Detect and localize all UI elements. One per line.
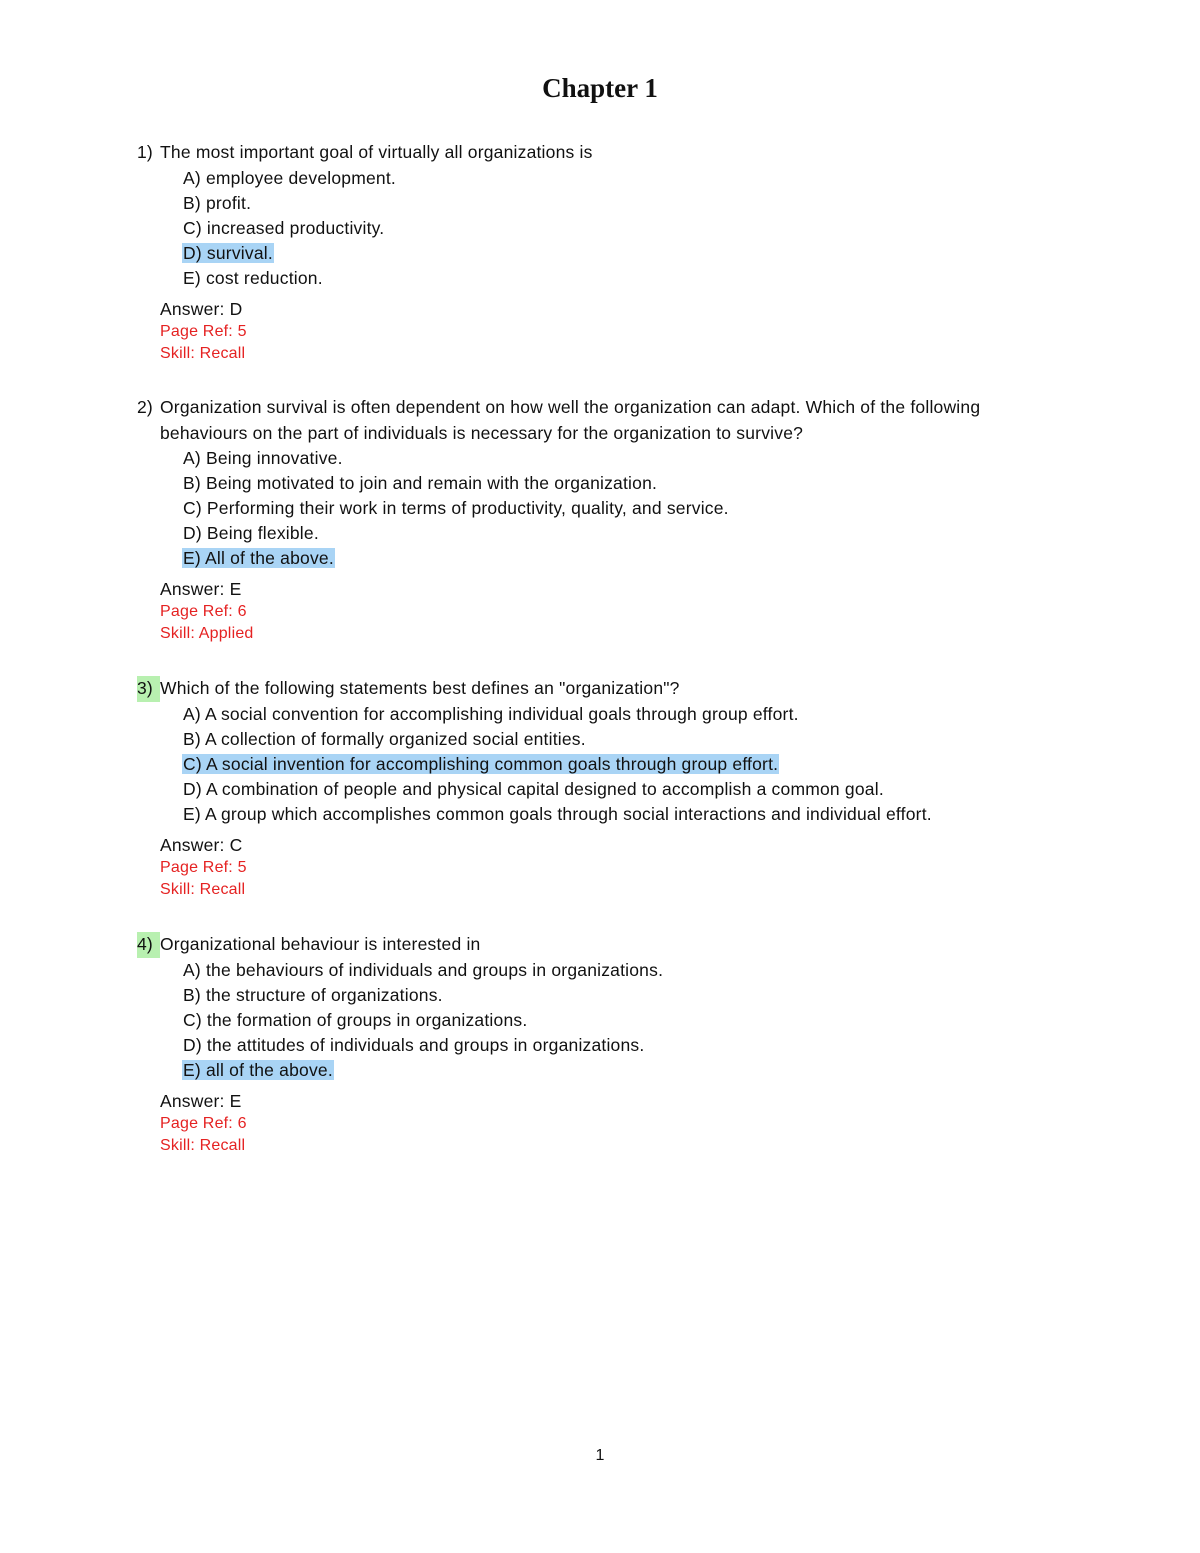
answer-options (137, 446, 1067, 571)
page-number: 1 (595, 1447, 605, 1464)
option-d: D) Being flexible. (183, 523, 319, 543)
skill-level: Skill: Applied (160, 625, 254, 642)
option-e-correct: E) All of the above. (183, 548, 334, 568)
question-1 (137, 140, 1067, 365)
option-a: A) employee development. (183, 167, 396, 188)
option-b: B) profit. (183, 192, 252, 213)
answer-key: Answer: C (160, 834, 243, 855)
question-stem: Organization survival is often dependent on how well the organization can adapt. Which of the following behaviours on the part of individuals is necessary for the organization to survive? (160, 397, 981, 443)
option-e: E) cost reduction. (183, 267, 323, 288)
answer-key: Answer: E (160, 1090, 242, 1111)
option-b: B) Being motivated to join and remain with the organization. (183, 473, 658, 493)
question-text (137, 140, 1067, 166)
option-c: C) increased productivity. (183, 217, 385, 238)
question-stem: Which of the following statements best defines an "organization"? (160, 678, 680, 698)
question-number: 4) (137, 932, 160, 958)
question-3 (137, 676, 1067, 901)
option-e: E) A group which accomplishes common goals through social interactions and individual effort. (183, 803, 932, 824)
question-2 (137, 395, 1067, 645)
option-c: C) the formation of groups in organizations. (183, 1009, 528, 1030)
option-a: A) the behaviours of individuals and groups in organizations. (183, 959, 664, 980)
page-ref: Page Ref: 6 (160, 1114, 247, 1132)
page-ref: Page Ref: 6 (160, 603, 247, 620)
question-number: 1) (137, 142, 153, 162)
answer-options (137, 958, 1067, 1083)
question-4 (137, 932, 1067, 1157)
skill-level: Skill: Recall (160, 880, 246, 898)
page-title: Chapter 1 (542, 73, 658, 103)
option-a: A) Being innovative. (183, 448, 343, 468)
question-number: 3) (137, 676, 160, 702)
answer-options (137, 702, 1067, 827)
option-e-correct: E) all of the above. (183, 1059, 333, 1080)
question-stem: Organizational behaviour is interested in (160, 934, 481, 954)
option-d: D) A combination of people and physical capital designed to accomplish a common goal. (183, 778, 884, 799)
option-c-correct: C) A social invention for accomplishing common goals through group effort. (183, 753, 779, 774)
question-text (137, 932, 1067, 958)
option-d: D) the attitudes of individuals and groups in organizations. (183, 1034, 645, 1055)
page-ref: Page Ref: 5 (160, 858, 247, 876)
question-number: 2) (137, 397, 153, 417)
question-stem: The most important goal of virtually all organizations is (160, 142, 593, 162)
answer-key: Answer: D (160, 298, 243, 319)
skill-level: Skill: Recall (160, 1136, 246, 1154)
skill-level: Skill: Recall (160, 344, 246, 362)
option-c: C) Performing their work in terms of productivity, quality, and service. (183, 498, 729, 518)
option-b: B) the structure of organizations. (183, 984, 443, 1005)
page-ref: Page Ref: 5 (160, 322, 247, 340)
option-d-correct: D) survival. (183, 242, 273, 263)
option-b: B) A collection of formally organized social entities. (183, 728, 586, 749)
question-text (137, 676, 1067, 702)
answer-options (137, 166, 1067, 291)
answer-key: Answer: E (160, 579, 242, 599)
option-a: A) A social convention for accomplishing individual goals through group effort. (183, 703, 799, 724)
question-text (137, 395, 1067, 446)
